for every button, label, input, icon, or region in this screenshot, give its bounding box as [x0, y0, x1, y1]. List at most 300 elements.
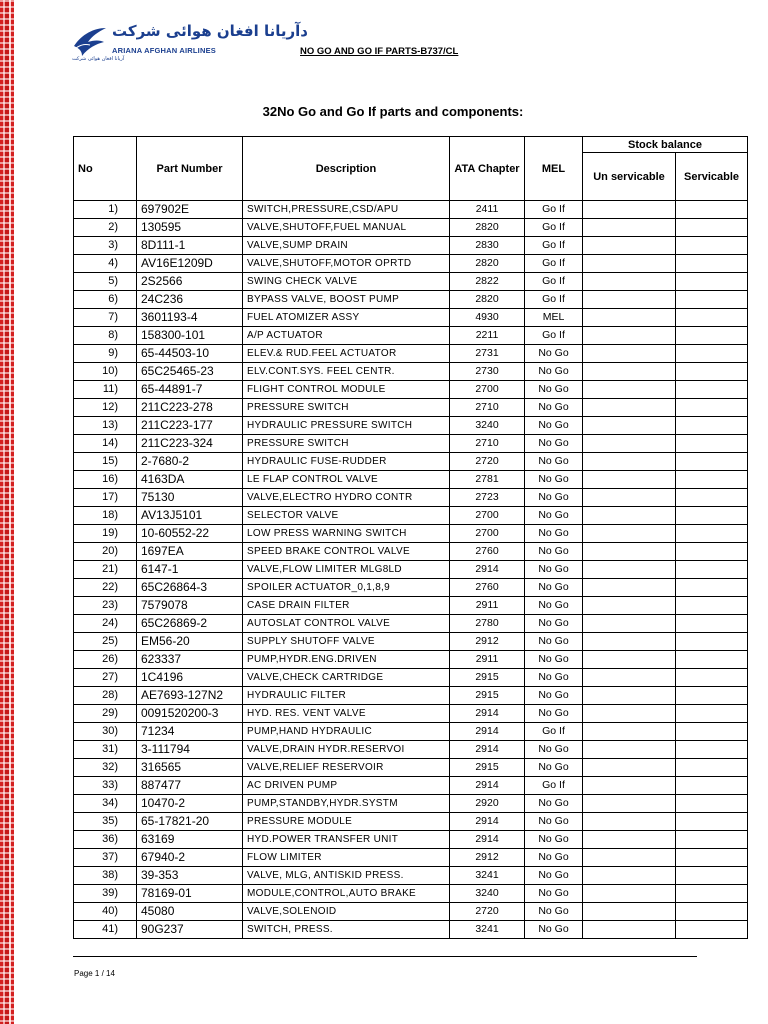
ata-chapter: 2914 [450, 723, 525, 741]
mel-status: Go If [525, 327, 583, 345]
table-row [74, 291, 748, 309]
table-row [74, 255, 748, 273]
mel-status: No Go [525, 507, 583, 525]
part-description: HYD.POWER TRANSFER UNIT [243, 831, 450, 849]
heading-number: 32 [262, 104, 278, 119]
stock-servicable [676, 327, 748, 345]
row-number: 25) [74, 633, 137, 651]
logo-arabic-text: دآریانا افغان هوائی شرکت [112, 22, 308, 40]
part-number: 65-44891-7 [137, 381, 243, 399]
mel-status: Go If [525, 255, 583, 273]
mel-status: Go If [525, 219, 583, 237]
part-description: PUMP,HAND HYDRAULIC [243, 723, 450, 741]
ata-chapter: 3241 [450, 921, 525, 939]
stock-unservicable [583, 417, 676, 435]
mel-status: Go If [525, 201, 583, 219]
ata-chapter: 4930 [450, 309, 525, 327]
table-row [74, 795, 748, 813]
table-row [74, 345, 748, 363]
heading-text: No Go and Go If parts and components: [277, 104, 524, 119]
ata-chapter: 2912 [450, 849, 525, 867]
row-number: 17) [74, 489, 137, 507]
part-description: VALVE,DRAIN HYDR.RESERVOI [243, 741, 450, 759]
table-row [74, 903, 748, 921]
mel-status: No Go [525, 849, 583, 867]
table-row [74, 273, 748, 291]
stock-unservicable [583, 579, 676, 597]
table-row [74, 687, 748, 705]
row-number: 10) [74, 363, 137, 381]
row-number: 37) [74, 849, 137, 867]
table-row [74, 219, 748, 237]
part-description: VALVE,CHECK CARTRIDGE [243, 669, 450, 687]
mel-status: Go If [525, 273, 583, 291]
table-row [74, 651, 748, 669]
part-description: PRESSURE SWITCH [243, 435, 450, 453]
row-number: 1) [74, 201, 137, 219]
part-description: VALVE,ELECTRO HYDRO CONTR [243, 489, 450, 507]
table-row [74, 885, 748, 903]
stock-unservicable [583, 381, 676, 399]
airline-logo [72, 22, 308, 70]
stock-servicable [676, 345, 748, 363]
part-number: 10470-2 [137, 795, 243, 813]
mel-status: No Go [525, 741, 583, 759]
stock-servicable [676, 399, 748, 417]
part-number: AV16E1209D [137, 255, 243, 273]
part-description: ELV.CONT.SYS. FEEL CENTR. [243, 363, 450, 381]
part-number: 2S2566 [137, 273, 243, 291]
ata-chapter: 2730 [450, 363, 525, 381]
stock-servicable [676, 633, 748, 651]
row-number: 13) [74, 417, 137, 435]
part-description: A/P ACTUATOR [243, 327, 450, 345]
part-description: FLOW LIMITER [243, 849, 450, 867]
stock-servicable [676, 543, 748, 561]
table-row [74, 507, 748, 525]
header-description: Description [243, 137, 450, 201]
mel-status: MEL [525, 309, 583, 327]
stock-unservicable [583, 633, 676, 651]
stock-unservicable [583, 795, 676, 813]
part-number: 65C26864-3 [137, 579, 243, 597]
part-number: EM56-20 [137, 633, 243, 651]
row-number: 41) [74, 921, 137, 939]
ata-chapter: 2914 [450, 831, 525, 849]
row-number: 8) [74, 327, 137, 345]
stock-unservicable [583, 219, 676, 237]
stock-servicable [676, 849, 748, 867]
part-description: HYDRAULIC FUSE-RUDDER [243, 453, 450, 471]
part-number: 130595 [137, 219, 243, 237]
ata-chapter: 3240 [450, 885, 525, 903]
part-description: AC DRIVEN PUMP [243, 777, 450, 795]
part-number: 63169 [137, 831, 243, 849]
stock-unservicable [583, 615, 676, 633]
parts-table [73, 136, 748, 939]
part-description: VALVE, MLG, ANTISKID PRESS. [243, 867, 450, 885]
part-number: 211C223-278 [137, 399, 243, 417]
mel-status: No Go [525, 399, 583, 417]
stock-unservicable [583, 813, 676, 831]
stock-servicable [676, 579, 748, 597]
part-description: CASE DRAIN FILTER [243, 597, 450, 615]
parts-table-body [74, 201, 748, 939]
ata-chapter: 2411 [450, 201, 525, 219]
ata-chapter: 2914 [450, 741, 525, 759]
ata-chapter: 2723 [450, 489, 525, 507]
mel-status: Go If [525, 723, 583, 741]
ata-chapter: 2720 [450, 453, 525, 471]
part-number: 75130 [137, 489, 243, 507]
document-title: NO GO AND GO IF PARTS-B737/CL [300, 46, 459, 57]
row-number: 38) [74, 867, 137, 885]
row-number: 27) [74, 669, 137, 687]
part-number: 1697EA [137, 543, 243, 561]
row-number: 36) [74, 831, 137, 849]
part-description: VALVE,SHUTOFF,FUEL MANUAL [243, 219, 450, 237]
mel-status: Go If [525, 237, 583, 255]
stock-unservicable [583, 561, 676, 579]
table-row [74, 633, 748, 651]
part-number: 1C4196 [137, 669, 243, 687]
row-number: 30) [74, 723, 137, 741]
mel-status: No Go [525, 597, 583, 615]
mel-status: No Go [525, 687, 583, 705]
stock-unservicable [583, 471, 676, 489]
mel-status: Go If [525, 291, 583, 309]
ata-chapter: 2700 [450, 525, 525, 543]
part-description: SWITCH,PRESSURE,CSD/APU [243, 201, 450, 219]
ata-chapter: 2781 [450, 471, 525, 489]
part-description: MODULE,CONTROL,AUTO BRAKE [243, 885, 450, 903]
part-number: AE7693-127N2 [137, 687, 243, 705]
part-number: 158300-101 [137, 327, 243, 345]
stock-servicable [676, 453, 748, 471]
ata-chapter: 2915 [450, 687, 525, 705]
ata-chapter: 2731 [450, 345, 525, 363]
mel-status: No Go [525, 813, 583, 831]
ata-chapter: 2820 [450, 219, 525, 237]
stock-unservicable [583, 885, 676, 903]
part-number: 3601193-4 [137, 309, 243, 327]
stock-unservicable [583, 867, 676, 885]
row-number: 22) [74, 579, 137, 597]
stock-unservicable [583, 489, 676, 507]
table-row [74, 813, 748, 831]
ata-chapter: 2830 [450, 237, 525, 255]
part-number: 887477 [137, 777, 243, 795]
part-number: 78169-01 [137, 885, 243, 903]
row-number: 5) [74, 273, 137, 291]
mel-status: No Go [525, 435, 583, 453]
ata-chapter: 2780 [450, 615, 525, 633]
stock-unservicable [583, 273, 676, 291]
part-number: 10-60552-22 [137, 525, 243, 543]
ata-chapter: 2914 [450, 705, 525, 723]
part-description: VALVE,SUMP DRAIN [243, 237, 450, 255]
part-number: 24C236 [137, 291, 243, 309]
row-number: 12) [74, 399, 137, 417]
stock-servicable [676, 867, 748, 885]
part-description: VALVE,SOLENOID [243, 903, 450, 921]
part-number: 2-7680-2 [137, 453, 243, 471]
part-description: PRESSURE MODULE [243, 813, 450, 831]
part-number: 45080 [137, 903, 243, 921]
header-ata-chapter: ATA Chapter [450, 137, 525, 201]
ata-chapter: 2822 [450, 273, 525, 291]
header-no: No [74, 137, 137, 201]
part-number: 211C223-324 [137, 435, 243, 453]
table-row [74, 921, 748, 939]
mel-status: No Go [525, 615, 583, 633]
part-number: 316565 [137, 759, 243, 777]
part-number: 65C25465-23 [137, 363, 243, 381]
stock-servicable [676, 903, 748, 921]
stock-unservicable [583, 543, 676, 561]
ata-chapter: 3240 [450, 417, 525, 435]
ata-chapter: 2211 [450, 327, 525, 345]
part-description: LE FLAP CONTROL VALVE [243, 471, 450, 489]
stock-servicable [676, 273, 748, 291]
ata-chapter: 2760 [450, 543, 525, 561]
stock-servicable [676, 255, 748, 273]
row-number: 28) [74, 687, 137, 705]
stock-servicable [676, 237, 748, 255]
table-row [74, 525, 748, 543]
part-number: 8D111-1 [137, 237, 243, 255]
part-description: VALVE,RELIEF RESERVOIR [243, 759, 450, 777]
stock-unservicable [583, 255, 676, 273]
stock-servicable [676, 489, 748, 507]
stock-unservicable [583, 741, 676, 759]
part-description: LOW PRESS WARNING SWITCH [243, 525, 450, 543]
row-number: 32) [74, 759, 137, 777]
mel-status: No Go [525, 831, 583, 849]
stock-servicable [676, 471, 748, 489]
part-number: AV13J5101 [137, 507, 243, 525]
part-description: SELECTOR VALVE [243, 507, 450, 525]
header-mel: MEL [525, 137, 583, 201]
stock-unservicable [583, 345, 676, 363]
table-row [74, 705, 748, 723]
mel-status: No Go [525, 561, 583, 579]
table-row [74, 669, 748, 687]
table-row [74, 453, 748, 471]
stock-unservicable [583, 777, 676, 795]
stock-unservicable [583, 201, 676, 219]
stock-servicable [676, 525, 748, 543]
mel-status: No Go [525, 651, 583, 669]
stock-unservicable [583, 453, 676, 471]
table-row [74, 759, 748, 777]
stock-servicable [676, 705, 748, 723]
stock-servicable [676, 777, 748, 795]
ata-chapter: 2911 [450, 597, 525, 615]
table-row [74, 489, 748, 507]
row-number: 14) [74, 435, 137, 453]
row-number: 40) [74, 903, 137, 921]
part-description: HYDRAULIC PRESSURE SWITCH [243, 417, 450, 435]
ata-chapter: 2912 [450, 633, 525, 651]
mel-status: No Go [525, 921, 583, 939]
stock-unservicable [583, 651, 676, 669]
ata-chapter: 2915 [450, 669, 525, 687]
stock-unservicable [583, 435, 676, 453]
row-number: 15) [74, 453, 137, 471]
ata-chapter: 2920 [450, 795, 525, 813]
mel-status: No Go [525, 489, 583, 507]
stock-unservicable [583, 525, 676, 543]
part-description: FUEL ATOMIZER ASSY [243, 309, 450, 327]
page-number: Page 1 / 14 [74, 969, 115, 978]
stock-unservicable [583, 831, 676, 849]
part-description: SWITCH, PRESS. [243, 921, 450, 939]
part-description: SPOILER ACTUATOR_0,1,8,9 [243, 579, 450, 597]
row-number: 11) [74, 381, 137, 399]
part-description: PRESSURE SWITCH [243, 399, 450, 417]
row-number: 16) [74, 471, 137, 489]
table-row [74, 561, 748, 579]
part-number: 65-17821-20 [137, 813, 243, 831]
table-row [74, 597, 748, 615]
stock-servicable [676, 291, 748, 309]
stock-servicable [676, 309, 748, 327]
part-number: 4163DA [137, 471, 243, 489]
table-row [74, 309, 748, 327]
mel-status: No Go [525, 453, 583, 471]
mel-status: No Go [525, 543, 583, 561]
row-number: 2) [74, 219, 137, 237]
part-description: AUTOSLAT CONTROL VALVE [243, 615, 450, 633]
row-number: 33) [74, 777, 137, 795]
ata-chapter: 2710 [450, 435, 525, 453]
row-number: 29) [74, 705, 137, 723]
row-number: 3) [74, 237, 137, 255]
header-stock-balance: Stock balance [583, 137, 748, 153]
table-row [74, 723, 748, 741]
stock-unservicable [583, 687, 676, 705]
header-part-number: Part Number [137, 137, 243, 201]
part-number: 65-44503-10 [137, 345, 243, 363]
stock-unservicable [583, 363, 676, 381]
stock-unservicable [583, 327, 676, 345]
stock-servicable [676, 759, 748, 777]
row-number: 34) [74, 795, 137, 813]
ata-chapter: 2700 [450, 507, 525, 525]
part-number: 90G237 [137, 921, 243, 939]
table-row [74, 777, 748, 795]
stock-servicable [676, 795, 748, 813]
logo-english-text: ARIANA AFGHAN AIRLINES [112, 46, 216, 55]
table-row [74, 741, 748, 759]
ata-chapter: 2710 [450, 399, 525, 417]
mel-status: No Go [525, 579, 583, 597]
stock-unservicable [583, 309, 676, 327]
part-number: 65C26869-2 [137, 615, 243, 633]
mel-status: No Go [525, 867, 583, 885]
header-unservicable: Un servicable [583, 153, 676, 201]
stock-unservicable [583, 705, 676, 723]
table-row [74, 579, 748, 597]
ata-chapter: 2820 [450, 291, 525, 309]
table-row [74, 831, 748, 849]
ata-chapter: 2914 [450, 813, 525, 831]
stock-servicable [676, 741, 748, 759]
section-heading [0, 104, 768, 119]
part-description: VALVE,FLOW LIMITER MLG8LD [243, 561, 450, 579]
stock-unservicable [583, 291, 676, 309]
table-row [74, 435, 748, 453]
part-description: PUMP,STANDBY,HYDR.SYSTM [243, 795, 450, 813]
row-number: 21) [74, 561, 137, 579]
ata-chapter: 3241 [450, 867, 525, 885]
stock-unservicable [583, 669, 676, 687]
stock-servicable [676, 435, 748, 453]
stock-servicable [676, 921, 748, 939]
bird-logo-icon [72, 26, 108, 58]
row-number: 7) [74, 309, 137, 327]
ata-chapter: 2820 [450, 255, 525, 273]
mel-status: No Go [525, 471, 583, 489]
stock-servicable [676, 417, 748, 435]
stock-unservicable [583, 597, 676, 615]
stock-servicable [676, 813, 748, 831]
table-row [74, 615, 748, 633]
row-number: 23) [74, 597, 137, 615]
part-number: 3-111794 [137, 741, 243, 759]
part-number: 211C223-177 [137, 417, 243, 435]
stock-servicable [676, 363, 748, 381]
stock-unservicable [583, 507, 676, 525]
stock-unservicable [583, 849, 676, 867]
mel-status: No Go [525, 759, 583, 777]
stock-servicable [676, 219, 748, 237]
row-number: 35) [74, 813, 137, 831]
stock-servicable [676, 669, 748, 687]
mel-status: No Go [525, 345, 583, 363]
stock-servicable [676, 651, 748, 669]
stock-unservicable [583, 903, 676, 921]
part-description: VALVE,SHUTOFF,MOTOR OPRTD [243, 255, 450, 273]
table-row [74, 363, 748, 381]
part-description: SUPPLY SHUTOFF VALVE [243, 633, 450, 651]
stock-servicable [676, 615, 748, 633]
mel-status: No Go [525, 705, 583, 723]
table-row [74, 327, 748, 345]
decorative-border [0, 0, 14, 1024]
stock-unservicable [583, 237, 676, 255]
mel-status: No Go [525, 525, 583, 543]
part-number: 71234 [137, 723, 243, 741]
part-description: FLIGHT CONTROL MODULE [243, 381, 450, 399]
row-number: 24) [74, 615, 137, 633]
part-description: PUMP,HYDR.ENG.DRIVEN [243, 651, 450, 669]
mel-status: No Go [525, 885, 583, 903]
part-number: 0091520200-3 [137, 705, 243, 723]
mel-status: No Go [525, 417, 583, 435]
footer-divider [73, 956, 697, 957]
part-number: 39-353 [137, 867, 243, 885]
stock-servicable [676, 381, 748, 399]
row-number: 26) [74, 651, 137, 669]
part-description: HYDRAULIC FILTER [243, 687, 450, 705]
mel-status: No Go [525, 363, 583, 381]
stock-servicable [676, 507, 748, 525]
header-servicable: Servicable [676, 153, 748, 201]
table-row [74, 867, 748, 885]
row-number: 6) [74, 291, 137, 309]
